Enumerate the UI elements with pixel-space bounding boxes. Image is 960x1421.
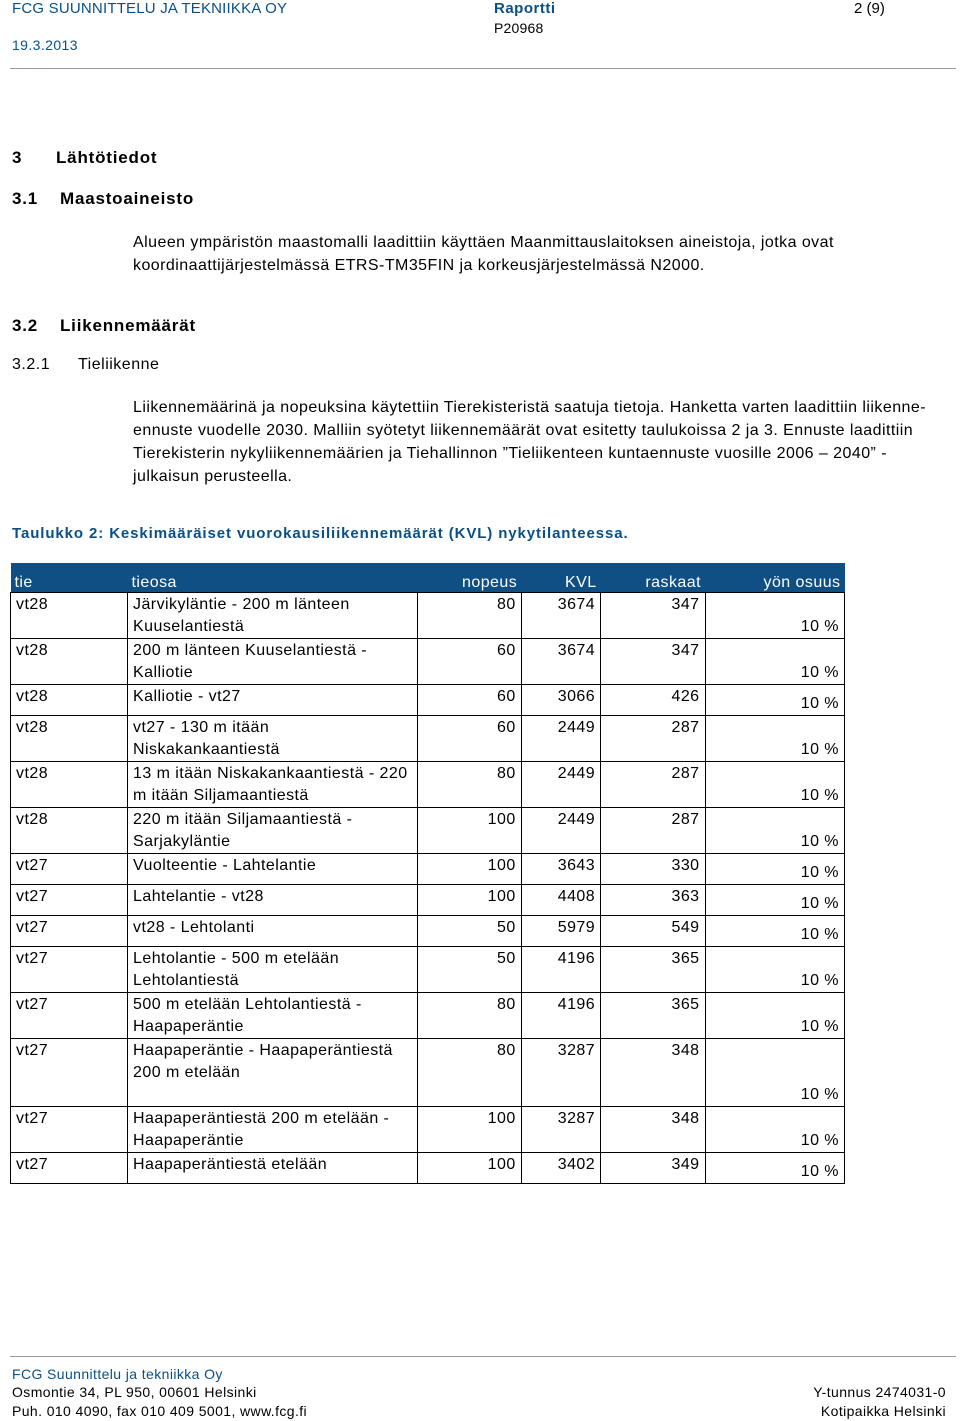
cell-tie: vt28: [11, 593, 128, 639]
cell-kvl: 3674: [521, 593, 600, 639]
cell-nopeus: 60: [418, 639, 522, 685]
heading-number: 3.2: [12, 316, 39, 335]
heading-section-3-2: [12, 316, 196, 336]
cell-nopeus: 50: [418, 916, 522, 947]
table-header-row: [11, 563, 845, 593]
cell-nopeus: 50: [418, 947, 522, 993]
header-date: 19.3.2013: [12, 37, 78, 53]
column-header-yon-osuus: yön osuus: [705, 563, 844, 593]
cell-raskaat: 287: [601, 762, 705, 808]
cell-yon-osuus: 10 %: [705, 762, 844, 808]
cell-yon-osuus: 10 %: [705, 916, 844, 947]
cell-raskaat: 549: [601, 916, 705, 947]
cell-nopeus: 100: [418, 885, 522, 916]
header-report-label: Raportti: [494, 0, 556, 17]
cell-tie: vt27: [11, 854, 128, 885]
table-row: [11, 854, 845, 885]
footer-address: Osmontie 34, PL 950, 00601 Helsinki: [12, 1384, 257, 1400]
cell-tieosa: Haapaperäntiestä etelään: [128, 1153, 418, 1184]
cell-tieosa: vt28 - Lehtolanti: [128, 916, 418, 947]
cell-tie: vt28: [11, 639, 128, 685]
cell-tieosa: Kalliotie - vt27: [128, 685, 418, 716]
table-row: [11, 947, 845, 993]
cell-tieosa: 13 m itään Niskakankaantiestä - 220 m itään Siljamaantiestä: [128, 762, 418, 808]
table-row: [11, 993, 845, 1039]
column-header-raskaat: raskaat: [601, 563, 705, 593]
cell-raskaat: 347: [601, 593, 705, 639]
cell-tie: vt27: [11, 1039, 128, 1107]
table-row: [11, 1039, 845, 1107]
header-divider: [10, 68, 956, 69]
column-header-tieosa: tieosa: [128, 563, 418, 593]
table-row: [11, 916, 845, 947]
footer-company: FCG Suunnittelu ja tekniikka Oy: [12, 1366, 223, 1382]
cell-raskaat: 365: [601, 993, 705, 1039]
header-page-number: 2 (9): [854, 0, 885, 17]
cell-yon-osuus: 10 %: [705, 885, 844, 916]
cell-yon-osuus: 10 %: [705, 947, 844, 993]
table-row: [11, 685, 845, 716]
cell-tieosa: 200 m länteen Kuuselantiestä - Kalliotie: [128, 639, 418, 685]
paragraph-maastoaineisto: Alueen ympäristön maastomalli laadittiin käyttäen Maanmittauslaitoksen aineistoja, jotka ovat koordinaattijärjestelmässä ETRS-TM35FIN ja korkeusjärjestelmässä N2000.: [133, 234, 834, 274]
cell-kvl: 2449: [521, 716, 600, 762]
cell-tieosa: vt27 - 130 m itään Niskakankaantiestä: [128, 716, 418, 762]
cell-tieosa: 220 m itään Siljamaantiestä - Sarjakyläntie: [128, 808, 418, 854]
table-caption: Taulukko 2: Keskimääräiset vuorokausiliikennemäärät (KVL) nykytilanteessa.: [12, 525, 629, 542]
paragraph-tieliikenne: Liikennemäärinä ja nopeuksina käytettiin Tierekisteristä saatuja tietoja. Hanketta varten laadittiin liikenne-ennuste vuodelle 2030. Malliin syötetyt liikennemäärät ovat esitetty taulukoissa 2 ja 3. Ennuste laadittiin Tierekisterin nykyliikennemäärien ja Tiehallinnon ”Tieliikenteen kuntaennuste vuosille 2006 – 2040” -julkaisun perusteella.: [133, 399, 927, 485]
table-row: [11, 1107, 845, 1153]
cell-tie: vt28: [11, 762, 128, 808]
table-row: [11, 885, 845, 916]
cell-kvl: 3674: [521, 639, 600, 685]
cell-nopeus: 80: [418, 762, 522, 808]
cell-nopeus: 100: [418, 1107, 522, 1153]
cell-tieosa: 500 m etelään Lehtolantiestä - Haapaperäntie: [128, 993, 418, 1039]
page-header: [0, 0, 960, 72]
cell-nopeus: 100: [418, 808, 522, 854]
cell-kvl: 3643: [521, 854, 600, 885]
cell-nopeus: 80: [418, 1039, 522, 1107]
table-row: [11, 639, 845, 685]
cell-tieosa: Haapaperäntie - Haapaperäntiestä 200 m etelään: [128, 1039, 418, 1107]
heading-title: Tieliikenne: [78, 356, 160, 373]
heading-section-3: [12, 148, 157, 168]
column-header-tie: tie: [11, 563, 128, 593]
cell-nopeus: 80: [418, 593, 522, 639]
cell-raskaat: 347: [601, 639, 705, 685]
cell-kvl: 3287: [521, 1107, 600, 1153]
cell-nopeus: 100: [418, 854, 522, 885]
cell-raskaat: 426: [601, 685, 705, 716]
cell-kvl: 3287: [521, 1039, 600, 1107]
cell-nopeus: 100: [418, 1153, 522, 1184]
table-row: [11, 1153, 845, 1184]
cell-kvl: 2449: [521, 762, 600, 808]
cell-yon-osuus: 10 %: [705, 808, 844, 854]
cell-tieosa: Lahtelantie - vt28: [128, 885, 418, 916]
cell-kvl: 3402: [521, 1153, 600, 1184]
heading-number: 3.2.1: [12, 356, 51, 373]
cell-kvl: 2449: [521, 808, 600, 854]
heading-number: 3.1: [12, 189, 39, 208]
footer-divider: [10, 1356, 956, 1357]
footer-domicile: Kotipaikka Helsinki: [820, 1403, 946, 1419]
heading-section-3-2-1: [12, 356, 159, 374]
cell-tieosa: Vuolteentie - Lahtelantie: [128, 854, 418, 885]
cell-raskaat: 287: [601, 808, 705, 854]
cell-tieosa: Järvikyläntie - 200 m länteen Kuuselantiestä: [128, 593, 418, 639]
header-company: FCG SUUNNITTELU JA TEKNIIKKA OY: [12, 0, 288, 17]
table-row: [11, 808, 845, 854]
heading-title: Maastoaineisto: [60, 189, 195, 208]
cell-yon-osuus: 10 %: [705, 593, 844, 639]
cell-yon-osuus: 10 %: [705, 854, 844, 885]
cell-tie: vt28: [11, 685, 128, 716]
cell-nopeus: 80: [418, 993, 522, 1039]
column-header-nopeus: nopeus: [418, 563, 522, 593]
header-project-number: P20968: [494, 20, 544, 36]
cell-tie: vt28: [11, 808, 128, 854]
cell-raskaat: 349: [601, 1153, 705, 1184]
cell-tie: vt27: [11, 916, 128, 947]
footer-business-id: Y-tunnus 2474031-0: [813, 1384, 946, 1400]
cell-tie: vt28: [11, 716, 128, 762]
cell-tie: vt27: [11, 1153, 128, 1184]
cell-yon-osuus: 10 %: [705, 685, 844, 716]
cell-tie: vt27: [11, 993, 128, 1039]
heading-title: Liikennemäärät: [60, 316, 196, 335]
cell-tieosa: Lehtolantie - 500 m etelään Lehtolantiestä: [128, 947, 418, 993]
cell-raskaat: 348: [601, 1107, 705, 1153]
cell-kvl: 5979: [521, 916, 600, 947]
cell-yon-osuus: 10 %: [705, 993, 844, 1039]
cell-kvl: 4408: [521, 885, 600, 916]
cell-nopeus: 60: [418, 716, 522, 762]
cell-raskaat: 348: [601, 1039, 705, 1107]
footer-contact: Puh. 010 4090, fax 010 409 5001, www.fcg.fi: [12, 1403, 308, 1419]
cell-yon-osuus: 10 %: [705, 716, 844, 762]
cell-yon-osuus: 10 %: [705, 1039, 844, 1107]
table-row: [11, 762, 845, 808]
heading-section-3-1: [12, 189, 194, 209]
cell-raskaat: 363: [601, 885, 705, 916]
cell-raskaat: 287: [601, 716, 705, 762]
cell-tie: vt27: [11, 885, 128, 916]
cell-yon-osuus: 10 %: [705, 1153, 844, 1184]
cell-raskaat: 330: [601, 854, 705, 885]
traffic-volume-table: [10, 563, 845, 1184]
table-row: [11, 593, 845, 639]
cell-kvl: 4196: [521, 993, 600, 1039]
cell-tie: vt27: [11, 947, 128, 993]
table-row: [11, 716, 845, 762]
cell-tie: vt27: [11, 1107, 128, 1153]
cell-yon-osuus: 10 %: [705, 639, 844, 685]
cell-kvl: 3066: [521, 685, 600, 716]
cell-kvl: 4196: [521, 947, 600, 993]
heading-title: Lähtötiedot: [56, 148, 158, 167]
cell-yon-osuus: 10 %: [705, 1107, 844, 1153]
column-header-kvl: KVL: [521, 563, 600, 593]
cell-tieosa: Haapaperäntiestä 200 m etelään - Haapaperäntie: [128, 1107, 418, 1153]
cell-nopeus: 60: [418, 685, 522, 716]
heading-number: 3: [12, 148, 23, 167]
cell-raskaat: 365: [601, 947, 705, 993]
